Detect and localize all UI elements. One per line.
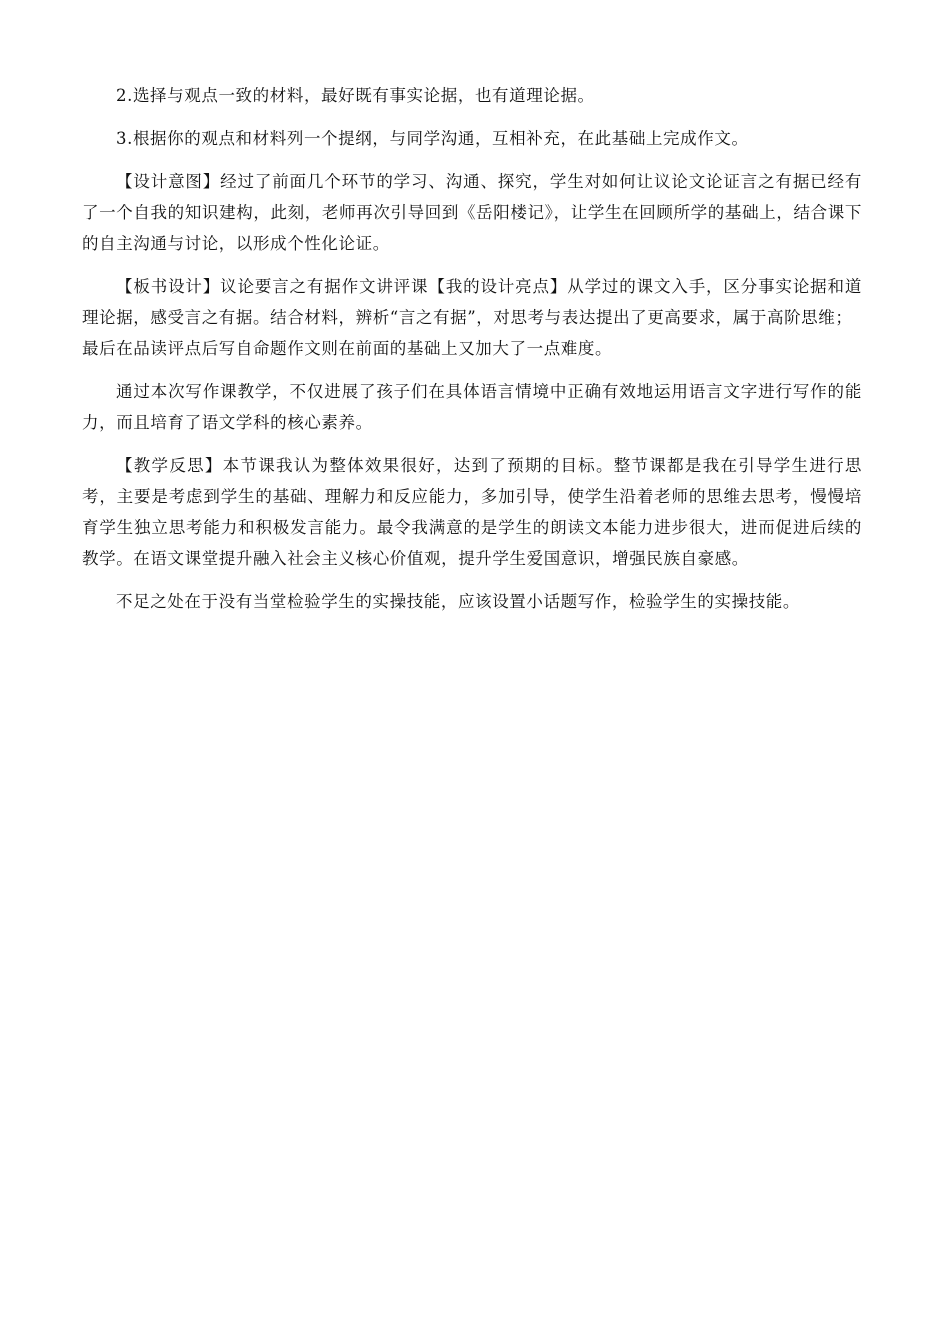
paragraph-teaching-reflection: 【教学反思】本节课我认为整体效果很好，达到了预期的目标。整节课都是我在引导学生进行思考，主要是考虑到学生的基础、理解力和反应能力，多加引导，使学生沿着老师的思维去思考，慢慢培育学生独立思考能力和积极发言能力。最令我满意的是学生的朗读文本能力进步很大，进而促进后续的教学。在语文课堂提升融入社会主义核心价值观，提升学生爱国意识，增强民族自豪感。 xyxy=(82,456,862,568)
paragraph-board-design: 【板书设计】议论要言之有据作文讲评课【我的设计亮点】从学过的课文入手，区分事实论据和道理论据，感受言之有据。结合材料，辨析“言之有据”，对思考与表达提出了更高要求，属于高阶思维； xyxy=(82,277,862,327)
paragraph-shortcomings: 不足之处在于没有当堂检验学生的实操技能，应该设置小话题写作，检验学生的实操技能。 xyxy=(116,592,800,611)
paragraph-teaching-outcome: 通过本次写作课教学，不仅进展了孩子们在具体语言情境中正确有效地运用语言文字进行写作的能力，而且培育了语文学科的核心素养。 xyxy=(82,382,862,432)
document-body xyxy=(82,80,862,629)
paragraph-difficulty: 最后在品读评点后写自命题作文则在前面的基础上又加大了一点难度。 xyxy=(82,339,613,358)
paragraph-design-intent: 【设计意图】经过了前面几个环节的学习、沟通、探究，学生对如何让议论文论证言之有据已经有了一个自我的知识建构，此刻，老师再次引导回到《岳阳楼记》，让学生在回顾所学的基础上，结合课下的自主沟通与讨论，以形成个性化论证。 xyxy=(82,172,862,253)
paragraph-step-2: 2.选择与观点一致的材料，最好既有事实论据，也有道理论据。 xyxy=(116,86,595,105)
paragraph-step-3: 3.根据你的观点和材料列一个提纲，与同学沟通，互相补充，在此基础上完成作文。 xyxy=(116,129,749,148)
